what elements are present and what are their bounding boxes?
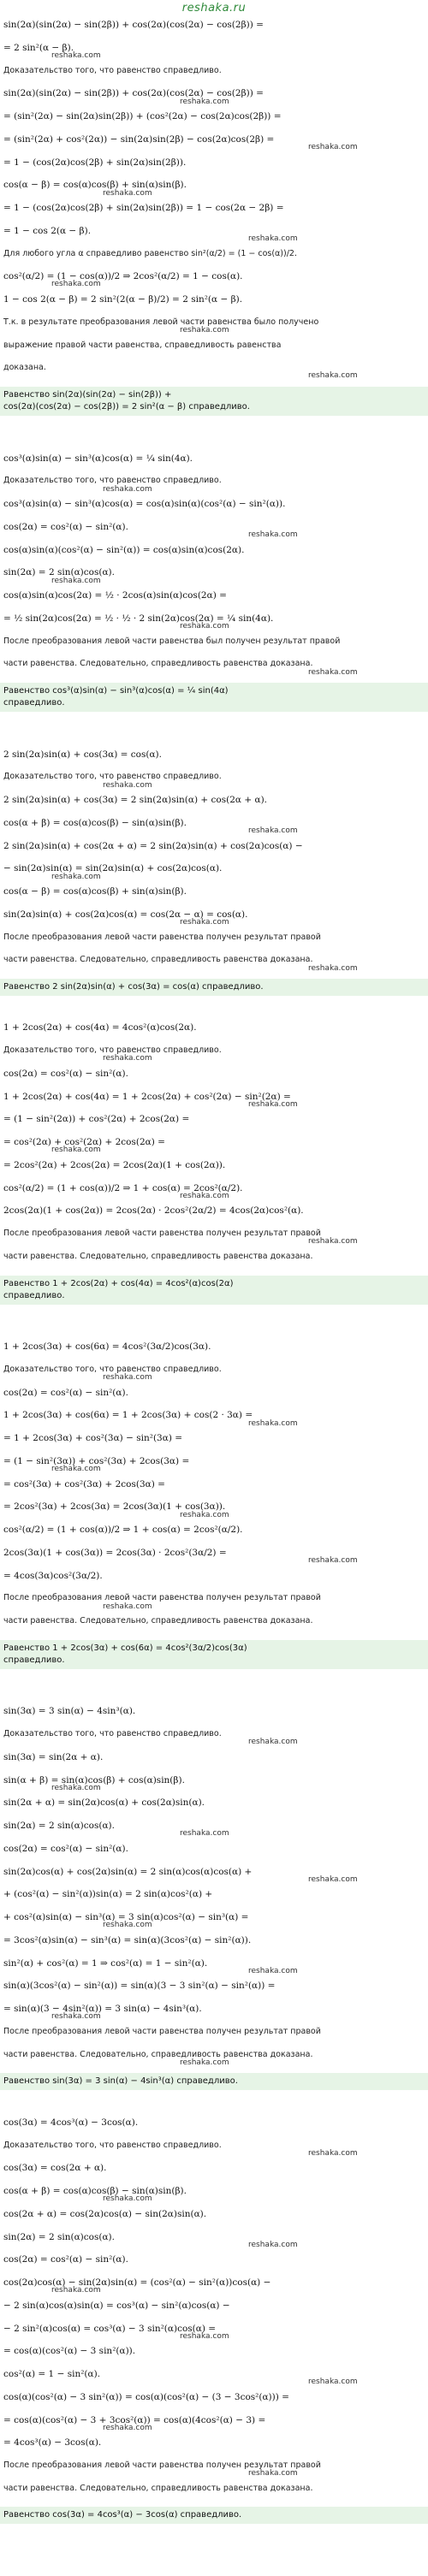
formula-line: cos(2α) = cos²(α) − sin²(α). — [3, 2254, 128, 2265]
watermark-text: reshaka.com — [308, 1874, 358, 1884]
watermark-text: reshaka.com — [248, 2240, 298, 2249]
formula-line: 1 + 2cos(3α) + cos(6α) = 1 + 2cos(3α) + cos(2 · 3α) = — [3, 1410, 253, 1421]
text-line: части равенства. Следовательно, справедливость равенства доказана. — [3, 955, 313, 965]
formula-line: sin(2α) = 2 sin(α)cos(α). — [3, 1821, 115, 1832]
watermark-text: reshaka.com — [103, 2194, 152, 2204]
conclusion-box — [0, 1640, 428, 1669]
formula-line: 2 sin(2α)sin(α) + cos(3α) = cos(α). — [3, 749, 162, 760]
watermark-text: reshaka.com — [180, 2331, 229, 2341]
watermark-text: reshaka.com — [103, 188, 152, 198]
formula-line: cos(α + β) = cos(α)cos(β) − sin(α)sin(β). — [3, 2186, 187, 2196]
formula-line: 2cos(2α)(1 + cos(2α)) = 2cos(2α) · 2cos²(2α/2) = 4cos(2α)cos²(α). — [3, 1205, 304, 1217]
formula-line: sin(2α)cos(α) + cos(2α)sin(α) = 2 sin(α)cos(α)cos(α) + — [3, 1866, 253, 1877]
text-line: Доказательство того, что равенство справедливо. — [3, 772, 222, 782]
watermark-text: reshaka.com — [51, 2286, 101, 2295]
formula-line: = cos(α)(cos²(α) − 3 + 3cos²(α)) = cos(α)(4cos²(α) − 3) = — [3, 2414, 266, 2425]
watermark-text: reshaka.com — [308, 143, 358, 151]
formula-line: cos(α)sin(α)(cos²(α) − sin²(α)) = cos(α)sin(α)cos(2α). — [3, 544, 245, 555]
watermark-text: reshaka.com — [308, 963, 358, 973]
formula-line: sin(2α) = 2 sin(α)cos(α). — [3, 2231, 115, 2242]
formula-line: = (1 − sin²(3α)) + cos²(3α) + 2cos(3α) = — [3, 1455, 190, 1466]
watermark-text: reshaka.com — [51, 2012, 101, 2022]
watermark-text: reshaka.com — [180, 325, 229, 335]
watermark-text: reshaka.com — [180, 2058, 229, 2067]
conclusion-line: справедливо. — [3, 1290, 65, 1300]
site-logo[interactable]: reshaka.ru — [181, 2, 247, 15]
watermark-text: reshaka.com — [103, 484, 152, 494]
watermark-text: reshaka.com — [248, 1966, 298, 1975]
text-line: Т.к. в результате преобразования левой части равенства было получено — [3, 317, 319, 327]
text-line: Доказательство того, что равенство справедливо. — [3, 476, 222, 486]
watermark-text: reshaka.com — [308, 1556, 358, 1566]
formula-line: cos(2α) = cos²(α) − sin²(α). — [3, 1843, 128, 1854]
text-line: Доказательство того, что равенство справедливо. — [3, 65, 222, 75]
text-line: После преобразования левой части равенства получен результат правой — [3, 2461, 321, 2470]
conclusion-line: Равенство 2 sin(2α)sin(α) + cos(3α) = cos(α) справедливо. — [3, 981, 264, 992]
watermark-text: reshaka.com — [248, 1418, 298, 1428]
watermark-text: reshaka.com — [248, 530, 298, 539]
formula-line: sin(2α) = 2 sin(α)cos(α). — [3, 567, 115, 578]
conclusion-line: справедливо. — [3, 1655, 65, 1665]
formula-line: = ½ sin(2α)cos(2α) = ½ · ½ · 2 sin(2α)cos(2α) = ¼ sin(4α). — [3, 613, 274, 624]
watermark-text: reshaka.com — [308, 2148, 358, 2158]
formula-line: = 2cos²(3α) + 2cos(3α) = 2cos(3α)(1 + cos(3α)). — [3, 1501, 226, 1513]
formula-line: cos(2α + α) = cos(2α)cos(α) − sin(2α)sin(α). — [3, 2208, 207, 2219]
watermark-text: reshaka.com — [308, 2378, 358, 2387]
formula-line: 2 sin(2α)sin(α) + cos(3α) = 2 sin(2α)sin(α) + cos(2α + α). — [3, 795, 267, 805]
formula-line: cos(3α) = 4cos³(α) − 3cos(α). — [3, 2117, 139, 2128]
watermark-text: reshaka.com — [180, 1510, 229, 1519]
formula-line: cos³(α)sin(α) − sin³(α)cos(α) = cos(α)sin(α)(cos²(α) − sin²(α)). — [3, 499, 286, 509]
watermark-text: reshaka.com — [51, 872, 101, 881]
formula-line: = 2cos²(2α) + 2cos(2α) = 2cos(2α)(1 + cos(2α)). — [3, 1159, 226, 1170]
watermark-text: reshaka.com — [103, 1921, 152, 1930]
formula-line: cos(2α)cos(α) − sin(2α)sin(α) = (cos²(α) − sin²(α))cos(α) − — [3, 2277, 271, 2288]
formula-line: = cos²(2α) + cos²(2α) + 2cos(2α) = — [3, 1137, 165, 1148]
formula-line: − sin(2α)sin(α) = sin(2α)sin(α) + cos(2α)cos(α). — [3, 863, 223, 874]
watermark-text: reshaka.com — [248, 826, 298, 835]
text-line: Для любого угла α справедливо равенство sin²(α/2) = (1 − cos(α))/2. — [3, 248, 297, 258]
watermark-text: reshaka.com — [51, 576, 101, 585]
formula-line: sin(α)(3cos²(α) − sin²(α)) = sin(α)(3 − 3 sin²(α) − sin²(α)) = — [3, 1981, 276, 1992]
formula-line: cos(2α) = cos²(α) − sin²(α). — [3, 521, 128, 532]
watermark-text: reshaka.com — [180, 1191, 229, 1200]
formula-line: sin(2α + α) = sin(2α)cos(α) + cos(2α)sin(α). — [3, 1797, 205, 1809]
formula-line: = 3cos²(α)sin(α) − sin³(α) = sin(α)(3cos²(α) − sin²(α)). — [3, 1934, 252, 1945]
conclusion-box — [0, 1276, 428, 1305]
watermark-text: reshaka.com — [308, 371, 358, 381]
watermark-text: reshaka.com — [248, 2469, 298, 2478]
formula-line: cos(α + β) = cos(α)cos(β) − sin(α)sin(β). — [3, 817, 187, 828]
formula-line: = (sin²(2α) + cos²(2α)) − sin(2α)sin(2β) − cos(2α)cos(2β) = — [3, 133, 275, 145]
formula-line: cos(α)(cos²(α) − 3 sin²(α)) = cos(α)(cos²(α) − (3 − 3cos²(α))) = — [3, 2391, 289, 2402]
watermark-text: reshaka.com — [180, 97, 229, 106]
text-line: Доказательство того, что равенство справедливо. — [3, 1045, 222, 1056]
formula-line: = 1 − (cos(2α)cos(2β) + sin(2α)sin(2β)) = 1 − cos(2α − 2β) = — [3, 203, 284, 213]
formula-line: = 1 − (cos(2α)cos(2β) + sin(2α)sin(2β)). — [3, 157, 187, 168]
watermark-text: reshaka.com — [180, 1829, 229, 1839]
text-line: После преобразования левой части равенства получен результат правой — [3, 1229, 321, 1239]
formula-line: = 4cos(3α)cos²(3α/2). — [3, 1570, 103, 1581]
watermark-text: reshaka.com — [308, 667, 358, 677]
conclusion-line: Равенство sin(3α) = 3 sin(α) − 4sin³(α) справедливо. — [3, 2076, 238, 2087]
watermark-text: reshaka.com — [51, 1465, 101, 1474]
formula-line: = 4cos³(α) − 3cos(α). — [3, 2437, 102, 2449]
formula-line: sin²(α) + cos²(α) = 1 ⇒ cos²(α) = 1 − sin²(α). — [3, 1957, 208, 1969]
text-line: После преобразования левой части равенства был получен результат правой — [3, 636, 341, 646]
watermark-text: reshaka.com — [51, 1146, 101, 1155]
formula-line: 1 + 2cos(3α) + cos(6α) = 4cos²(3α/2)cos(3α). — [3, 1341, 211, 1353]
text-line: После преобразования левой части равенства получен результат правой — [3, 1593, 321, 1603]
formula-line: = 2 sin²(α − β). — [3, 42, 74, 53]
watermark-text: reshaka.com — [51, 51, 101, 60]
formula-line: sin(2α)sin(α) + cos(2α)cos(α) = cos(2α − α) = cos(α). — [3, 909, 248, 920]
formula-line: cos(2α) = cos²(α) − sin²(α). — [3, 1068, 128, 1079]
formula-line: = cos²(3α) + cos²(3α) + 2cos(3α) = — [3, 1478, 165, 1489]
text-line: части равенства. Следовательно, справедливость равенства доказана. — [3, 1616, 313, 1626]
watermark-text: reshaka.com — [180, 918, 229, 927]
text-line: части равенства. Следовательно, справедливость равенства доказана. — [3, 659, 313, 669]
formula-line: 2cos(3α)(1 + cos(3α)) = 2cos(3α) · 2cos²(3α/2) = — [3, 1547, 227, 1558]
formula-line: sin(2α)(sin(2α) − sin(2β)) + cos(2α)(cos(2α) − cos(2β)) = — [3, 88, 264, 99]
formula-line: = sin(α)(3 − 4sin²(α)) = 3 sin(α) − 4sin³(α). — [3, 2004, 202, 2015]
conclusion-box — [0, 979, 428, 996]
text-line: части равенства. Следовательно, справедливость равенства доказана. — [3, 1251, 313, 1261]
conclusion-box — [0, 2073, 428, 2090]
text-line: Доказательство того, что равенство справедливо. — [3, 1729, 222, 1739]
formula-line: + (cos²(α) − sin²(α))sin(α) = 2 sin(α)cos²(α) + — [3, 1889, 213, 1900]
formula-line: cos(2α) = cos²(α) − sin²(α). — [3, 1387, 128, 1398]
formula-line: = (sin²(2α) − sin(2α)sin(2β)) + (cos²(2α) − cos(2α)cos(2β)) = — [3, 111, 282, 121]
conclusion-box — [0, 2507, 428, 2524]
formula-line: = (1 − sin²(2α)) + cos²(2α) + 2cos(2α) = — [3, 1114, 190, 1125]
text-line: части равенства. Следовательно, справедливость равенства доказана. — [3, 2049, 313, 2059]
formula-line: = 1 − cos 2(α − β). — [3, 225, 92, 236]
formula-line: cos(3α) = cos(2α + α). — [3, 2163, 107, 2174]
conclusion-box — [0, 387, 428, 416]
watermark-text: reshaka.com — [103, 1054, 152, 1063]
watermark-text: reshaka.com — [103, 780, 152, 790]
formula-line: 1 − cos 2(α − β) = 2 sin²(2(α − β)/2) = 2 sin²(α − β). — [3, 294, 243, 305]
watermark-text: reshaka.com — [51, 1783, 101, 1792]
formula-line: sin(3α) = 3 sin(α) − 4sin³(α). — [3, 1706, 136, 1717]
watermark-text: reshaka.com — [248, 1738, 298, 1747]
formula-line: cos²(α/2) = (1 − cos(α))/2 ⇒ 2cos²(α/2) = 1 − cos(α). — [3, 271, 243, 282]
text-line: выражение правой части равенства, справедливость равенства — [3, 340, 282, 350]
conclusion-line: справедливо. — [3, 697, 65, 708]
text-line: Доказательство того, что равенство справедливо. — [3, 1364, 222, 1374]
text-line: После преобразования левой части равенства получен результат правой — [3, 932, 321, 942]
conclusion-line: Равенство cos³(α)sin(α) − sin³(α)cos(α) = ¼ sin(4α) — [3, 685, 229, 696]
watermark-text: reshaka.com — [103, 2423, 152, 2432]
text-line: После преобразования левой части равенства получен результат правой — [3, 2026, 321, 2036]
formula-line: = cos(α)(cos²(α) − 3 sin²(α)). — [3, 2346, 136, 2357]
watermark-text: reshaka.com — [51, 280, 101, 289]
text-line: Доказательство того, что равенство справедливо. — [3, 2140, 222, 2150]
watermark-text: reshaka.com — [180, 622, 229, 631]
text-line: доказана. — [3, 363, 46, 373]
text-line: части равенства. Следовательно, справедливость равенства доказана. — [3, 2483, 313, 2493]
formula-line: cos²(α) = 1 − sin²(α). — [3, 2369, 101, 2379]
formula-line: sin(2α)(sin(2α) − sin(2β)) + cos(2α)(cos(2α) − cos(2β)) = — [3, 20, 264, 30]
formula-line: + cos²(α)sin(α) − sin³(α) = 3 sin(α)cos²(α) − sin³(α) = — [3, 1912, 249, 1923]
formula-line: = 1 + 2cos(3α) + cos²(3α) − sin²(3α) = — [3, 1433, 183, 1444]
conclusion-line: Равенство 1 + 2cos(2α) + cos(4α) = 4cos²(α)cos(2α) — [3, 1278, 234, 1288]
conclusion-line: Равенство cos(3α) = 4cos³(α) − 3cos(α) справедливо. — [3, 2510, 242, 2520]
watermark-text: reshaka.com — [248, 234, 298, 243]
conclusion-box — [0, 683, 428, 712]
watermark-text: reshaka.com — [248, 1099, 298, 1109]
formula-line: 1 + 2cos(2α) + cos(4α) = 1 + 2cos(2α) + cos²(2α) − sin²(2α) = — [3, 1091, 291, 1102]
formula-line: cos(α − β) = cos(α)cos(β) + sin(α)sin(β). — [3, 180, 187, 191]
watermark-text: reshaka.com — [103, 1373, 152, 1383]
formula-line: cos(α)sin(α)cos(2α) = ½ · 2cos(α)sin(α)cos(2α) = — [3, 590, 227, 601]
formula-line: sin(α + β) = sin(α)cos(β) + cos(α)sin(β). — [3, 1774, 185, 1785]
formula-line: cos²(α/2) = (1 + cos(α))/2 ⇒ 1 + cos(α) = 2cos²(α/2). — [3, 1182, 243, 1193]
formula-line: 1 + 2cos(2α) + cos(4α) = 4cos²(α)cos(2α). — [3, 1022, 197, 1033]
watermark-text: reshaka.com — [308, 1237, 358, 1247]
watermark-text: reshaka.com — [103, 1602, 152, 1611]
formula-line: − 2 sin(α)cos(α)sin(α) = cos³(α) − sin²(α)cos(α) − — [3, 2300, 230, 2311]
formula-line: sin(3α) = sin(2α + α). — [3, 1751, 104, 1762]
formula-line: 2 sin(2α)sin(α) + cos(2α + α) = 2 sin(2α)sin(α) + cos(2α)cos(α) − — [3, 840, 303, 851]
conclusion-line: Равенство 1 + 2cos(3α) + cos(6α) = 4cos²(3α/2)cos(3α) — [3, 1643, 247, 1653]
formula-line: cos(α − β) = cos(α)cos(β) + sin(α)sin(β). — [3, 886, 187, 897]
formula-line: cos²(α/2) = (1 + cos(α))/2 ⇒ 1 + cos(α) = 2cos²(α/2). — [3, 1525, 243, 1536]
conclusion-line: Равенство sin(2α)(sin(2α) − sin(2β)) + — [3, 389, 172, 400]
formula-line: cos³(α)sin(α) − sin³(α)cos(α) = ¼ sin(4α). — [3, 453, 193, 464]
conclusion-line: cos(2α)(cos(2α) − cos(2β)) = 2 sin²(α − β) справедливо. — [3, 401, 250, 412]
formula-line: − 2 sin²(α)cos(α) = cos³(α) − 3 sin²(α)cos(α) = — [3, 2323, 217, 2334]
